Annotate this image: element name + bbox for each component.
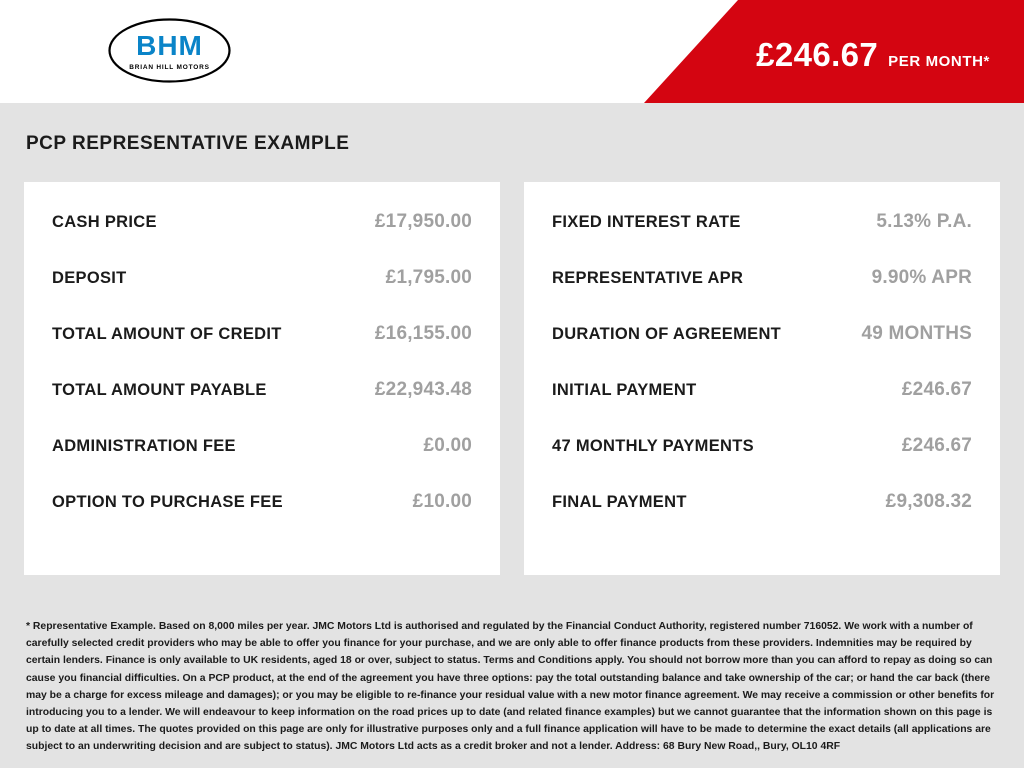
row-value: £246.67 <box>901 379 972 400</box>
monthly-price-amount: £246.67 <box>756 36 879 73</box>
row-value: £17,950.00 <box>374 211 472 232</box>
row-label: FINAL PAYMENT <box>552 493 687 511</box>
row-value: £16,155.00 <box>374 323 472 344</box>
row-value: 9.90% APR <box>871 267 972 288</box>
table-row <box>552 323 972 379</box>
finance-panels <box>24 182 1000 575</box>
row-label: DURATION OF AGREEMENT <box>552 325 782 343</box>
row-value: £9,308.32 <box>885 491 972 512</box>
disclaimer-text: * Representative Example. Based on 8,000 miles per year. JMC Motors Ltd is authorised and regulated by the Financial Conduct Authority, registered number 716052. We work with a number of carefully selected credit providers who may be able to offer you finance for your purchase, and we are only able to offer finance products from these providers. Indemnities may be required by certain lenders. Finance is only available to UK residents, aged 18 or over, subject to status. Terms and Conditions apply. You should not borrow more than you can afford to repay as doing so can cause you financial difficulties. On a PCP product, at the end of the agreement you have three options: pay the total outstanding balance and take ownership of the car; or hand the car back (there may be a charge for excess mileage and damages); or you may be eligible to re-finance your residual value with a new motor finance agreement. We may receive a commission or other benefits for introducing you to a lender. We will endeavour to keep information on the road prices up to date (and related finance examples) but we cannot guarantee that the information shown on this page is up to date at all times. The quotes provided on this page are only for illustrative purposes only and a full finance application will have to be made to determine the exact details (all applications are subject to an underwriting decision and are subject to status). JMC Motors Ltd acts as a credit broker and not a lender. Address: 68 Bury New Road,, Bury, OL10 4RF <box>26 621 995 753</box>
table-row <box>52 323 472 379</box>
row-value: 49 MONTHS <box>861 323 972 344</box>
row-value: £22,943.48 <box>374 379 472 400</box>
monthly-price-group <box>756 36 990 74</box>
page-title: PCP REPRESENTATIVE EXAMPLE <box>26 133 350 154</box>
row-value: £0.00 <box>423 435 472 456</box>
page-header <box>0 0 1024 103</box>
table-row <box>52 435 472 491</box>
table-row <box>552 379 972 435</box>
row-label: TOTAL AMOUNT PAYABLE <box>52 381 267 399</box>
main-content <box>0 103 1024 600</box>
finance-panel-right <box>524 182 1000 575</box>
row-label: INITIAL PAYMENT <box>552 381 697 399</box>
finance-panel-left <box>24 182 500 575</box>
row-value: £10.00 <box>412 491 472 512</box>
row-value: £1,795.00 <box>385 267 472 288</box>
disclaimer-footer <box>0 600 1024 768</box>
table-row <box>52 491 472 547</box>
row-label: TOTAL AMOUNT OF CREDIT <box>52 325 282 343</box>
bhm-logo[interactable] <box>108 17 231 84</box>
row-label: OPTION TO PURCHASE FEE <box>52 493 283 511</box>
table-row <box>552 267 972 323</box>
row-value: 5.13% P.A. <box>876 211 972 232</box>
table-row <box>52 267 472 323</box>
monthly-price-suffix: PER MONTH* <box>888 53 990 70</box>
table-row <box>552 435 972 491</box>
svg-text:BHM: BHM <box>136 30 203 61</box>
svg-text:BRIAN HILL MOTORS: BRIAN HILL MOTORS <box>129 64 210 71</box>
row-label: FIXED INTEREST RATE <box>552 213 741 231</box>
brian-hill-motors-logo-icon <box>108 17 231 84</box>
table-row <box>52 211 472 267</box>
row-label: REPRESENTATIVE APR <box>552 269 744 287</box>
row-label: CASH PRICE <box>52 213 157 231</box>
table-row <box>52 379 472 435</box>
row-label: 47 MONTHLY PAYMENTS <box>552 437 754 455</box>
table-row <box>552 491 972 547</box>
row-label: ADMINISTRATION FEE <box>52 437 236 455</box>
table-row <box>552 211 972 267</box>
row-value: £246.67 <box>901 435 972 456</box>
row-label: DEPOSIT <box>52 269 127 287</box>
